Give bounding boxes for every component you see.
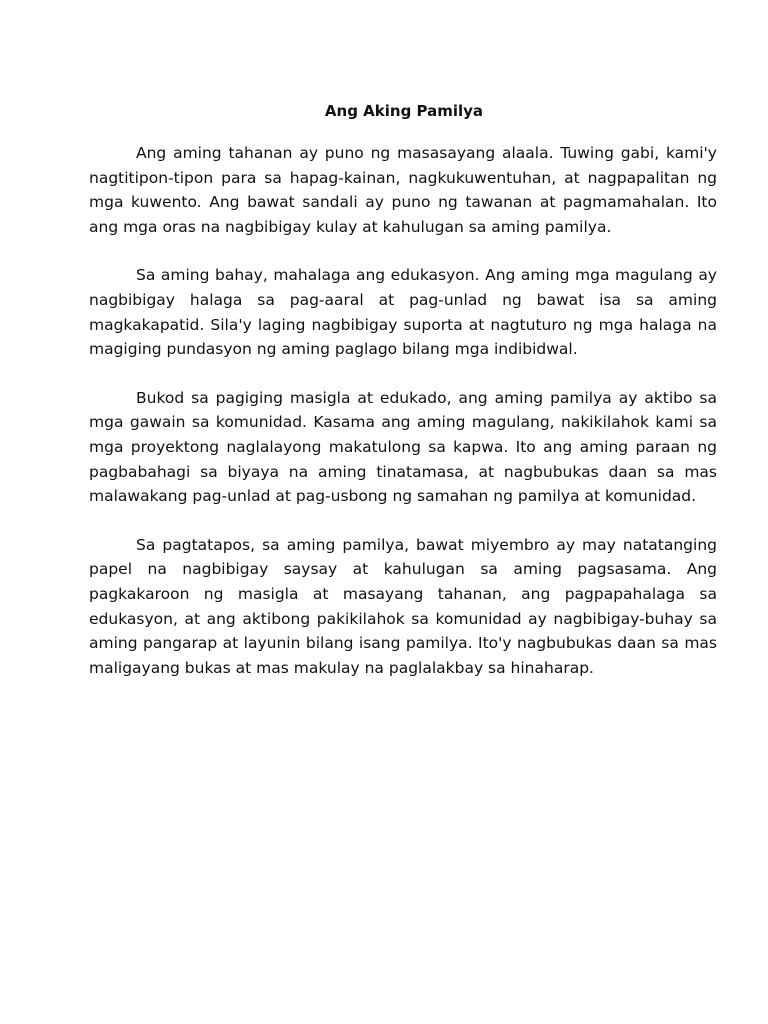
paragraph-4: Sa pagtatapos, sa aming pamilya, bawat miyembro ay may natatanging papel na nagbibigay saysay at kahulugan sa aming pagsasama. Ang pagkakaroon ng masigla at masayang tahanan, ang pagpapahalaga sa edukasyon, at ang aktibong pakikilahok sa komunidad ay nagbibigay-buhay sa aming pangarap at layunin bilang isang pamilya. Ito'y nagbubukas daan sa mas maligayang bukas at mas makulay na paglalakbay sa hinaharap.: [89, 535, 717, 677]
paragraph-2: Sa aming bahay, mahalaga ang edukasyon. Ang aming mga magulang ay nagbibigay halaga sa pag-aaral at pag-unlad ng bawat isa sa aming magkakapatid. Sila'y laging nagbibigay suporta at nagtuturo ng mga halaga na magiging pundasyon ng aming paglago bilang mga indibidwal.: [89, 266, 717, 359]
paragraph-3: Bukod sa pagiging masigla at edukado, ang aming pamilya ay aktibo sa mga gawain sa komunidad. Kasama ang aming magulang, nakikilahok kami sa mga proyektong naglalayong makatulong sa kapwa. Ito ang aming paraan ng pagbabahagi sa biyaya na aming tinatamasa, at nagbubukas daan sa mas malawakang pag-unlad at pag-usbong ng samahan ng pamilya at komunidad.: [89, 388, 717, 506]
document-body: [89, 141, 717, 704]
document-title: Ang Aking Pamilya: [324, 102, 484, 120]
paragraph-1: Ang aming tahanan ay puno ng masasayang alaala. Tuwing gabi, kami'y nagtitipon-tipon para sa hapag-kainan, nagkukuwentuhan, at nagpapalitan ng mga kuwento. Ang bawat sandali ay puno ng tawanan at pagmamahalan. Ito ang mga oras na nagbibigay kulay at kahulugan sa aming pamilya.: [89, 144, 717, 236]
